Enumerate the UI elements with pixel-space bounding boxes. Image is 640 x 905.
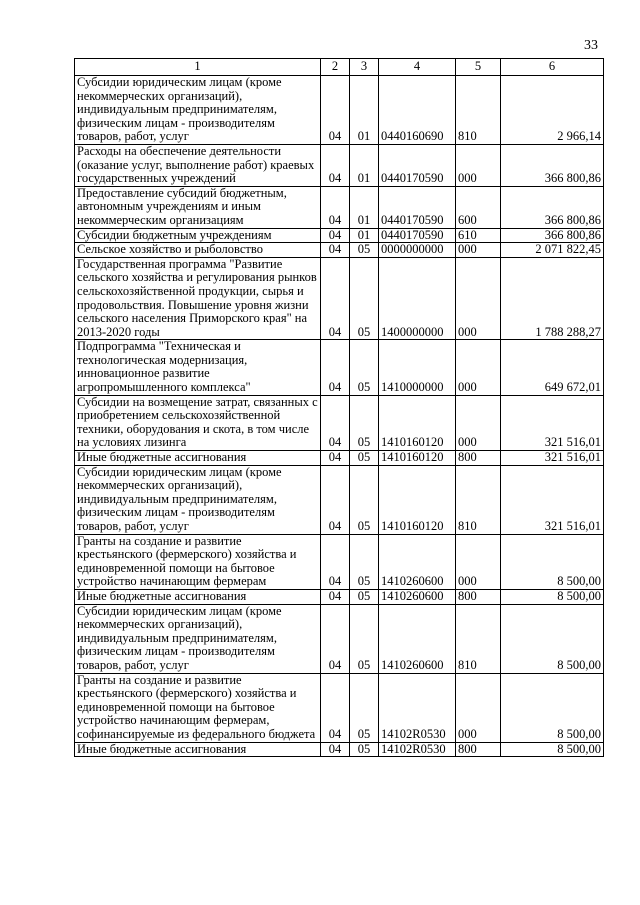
section-code-cell: 04 <box>321 673 350 742</box>
table-body <box>75 76 604 757</box>
expense-name-cell: Субсидии бюджетным учреждениям <box>75 228 321 243</box>
subsection-code-cell: 01 <box>350 144 379 186</box>
subsection-code-cell: 01 <box>350 186 379 228</box>
table-header-row <box>75 59 604 76</box>
table-row <box>75 451 604 466</box>
subsection-code-cell: 05 <box>350 340 379 395</box>
section-code-cell: 04 <box>321 186 350 228</box>
target-article-cell: 14102R0530 <box>379 673 456 742</box>
amount-cell: 8 500,00 <box>501 589 604 604</box>
expense-type-cell: 800 <box>456 589 501 604</box>
expense-type-cell: 810 <box>456 465 501 534</box>
expense-name-cell: Субсидии на возмещение затрат, связанных с приобретением сельскохозяйственной техники, оборудования и скота, в том числе на условиях лизинга <box>75 395 321 450</box>
target-article-cell: 0000000000 <box>379 243 456 258</box>
expense-name-cell: Сельское хозяйство и рыболовство <box>75 243 321 258</box>
target-article-cell: 1410260600 <box>379 534 456 589</box>
section-code-cell: 04 <box>321 340 350 395</box>
expense-name-cell: Государственная программа "Развитие сельского хозяйства и регулирования рынков сельскохозяйственной продукции, сырья и продовольствия. Повышение уровня жизни сельского населения Приморского края" на 2013-2020 годы <box>75 257 321 340</box>
section-code-cell: 04 <box>321 243 350 258</box>
column-header: 3 <box>350 59 379 76</box>
subsection-code-cell: 05 <box>350 589 379 604</box>
subsection-code-cell: 01 <box>350 228 379 243</box>
expense-type-cell: 000 <box>456 243 501 258</box>
amount-cell: 321 516,01 <box>501 451 604 466</box>
amount-cell: 321 516,01 <box>501 465 604 534</box>
expense-name-cell: Субсидии юридическим лицам (кроме некоммерческих организаций), индивидуальным предпринимателям, физическим лицам - производителям товаров, работ, услуг <box>75 76 321 145</box>
column-header: 5 <box>456 59 501 76</box>
table-row <box>75 395 604 450</box>
expense-type-cell: 000 <box>456 340 501 395</box>
page-number: 33 <box>584 38 598 53</box>
expense-type-cell: 810 <box>456 604 501 673</box>
budget-table <box>74 58 604 757</box>
column-header: 1 <box>75 59 321 76</box>
amount-cell: 8 500,00 <box>501 742 604 757</box>
target-article-cell: 0440170590 <box>379 186 456 228</box>
expense-type-cell: 000 <box>456 395 501 450</box>
amount-cell: 649 672,01 <box>501 340 604 395</box>
expense-type-cell: 610 <box>456 228 501 243</box>
expense-type-cell: 000 <box>456 144 501 186</box>
subsection-code-cell: 05 <box>350 465 379 534</box>
target-article-cell: 1410260600 <box>379 604 456 673</box>
expense-name-cell: Иные бюджетные ассигнования <box>75 451 321 466</box>
column-header: 6 <box>501 59 604 76</box>
table-row <box>75 589 604 604</box>
target-article-cell: 14102R0530 <box>379 742 456 757</box>
target-article-cell: 0440160690 <box>379 76 456 145</box>
expense-name-cell: Расходы на обеспечение деятельности (оказание услуг, выполнение работ) краевых государственных учреждений <box>75 144 321 186</box>
amount-cell: 8 500,00 <box>501 604 604 673</box>
target-article-cell: 1400000000 <box>379 257 456 340</box>
subsection-code-cell: 05 <box>350 604 379 673</box>
target-article-cell: 1410160120 <box>379 451 456 466</box>
table-row <box>75 673 604 742</box>
subsection-code-cell: 05 <box>350 395 379 450</box>
expense-type-cell: 000 <box>456 673 501 742</box>
amount-cell: 8 500,00 <box>501 673 604 742</box>
expense-type-cell: 800 <box>456 451 501 466</box>
subsection-code-cell: 05 <box>350 451 379 466</box>
subsection-code-cell: 05 <box>350 257 379 340</box>
subsection-code-cell: 05 <box>350 742 379 757</box>
expense-type-cell: 600 <box>456 186 501 228</box>
subsection-code-cell: 05 <box>350 243 379 258</box>
subsection-code-cell: 05 <box>350 534 379 589</box>
target-article-cell: 1410000000 <box>379 340 456 395</box>
expense-name-cell: Гранты на создание и развитие крестьянского (фермерского) хозяйства и единовременной помощи на бытовое устройство начинающим фермерам, софинансируемые из федерального бюджета <box>75 673 321 742</box>
expense-type-cell: 810 <box>456 76 501 145</box>
target-article-cell: 1410160120 <box>379 465 456 534</box>
section-code-cell: 04 <box>321 76 350 145</box>
expense-name-cell: Гранты на создание и развитие крестьянского (фермерского) хозяйства и единовременной помощи на бытовое устройство начинающим фермерам <box>75 534 321 589</box>
section-code-cell: 04 <box>321 465 350 534</box>
table-row <box>75 257 604 340</box>
amount-cell: 2 966,14 <box>501 76 604 145</box>
section-code-cell: 04 <box>321 395 350 450</box>
column-header: 2 <box>321 59 350 76</box>
table-row <box>75 243 604 258</box>
table-row <box>75 534 604 589</box>
expense-name-cell: Субсидии юридическим лицам (кроме некоммерческих организаций), индивидуальным предпринимателям, физическим лицам - производителям товаров, работ, услуг <box>75 465 321 534</box>
expense-name-cell: Предоставление субсидий бюджетным, автономным учреждениям и иным некоммерческим организациям <box>75 186 321 228</box>
amount-cell: 2 071 822,45 <box>501 243 604 258</box>
expense-name-cell: Иные бюджетные ассигнования <box>75 589 321 604</box>
amount-cell: 366 800,86 <box>501 228 604 243</box>
section-code-cell: 04 <box>321 742 350 757</box>
expense-type-cell: 000 <box>456 534 501 589</box>
section-code-cell: 04 <box>321 604 350 673</box>
table-row <box>75 340 604 395</box>
amount-cell: 366 800,86 <box>501 144 604 186</box>
expense-name-cell: Иные бюджетные ассигнования <box>75 742 321 757</box>
expense-type-cell: 000 <box>456 257 501 340</box>
table-row <box>75 465 604 534</box>
section-code-cell: 04 <box>321 257 350 340</box>
section-code-cell: 04 <box>321 534 350 589</box>
table-row <box>75 742 604 757</box>
target-article-cell: 0440170590 <box>379 228 456 243</box>
subsection-code-cell: 01 <box>350 76 379 145</box>
target-article-cell: 0440170590 <box>379 144 456 186</box>
column-header: 4 <box>379 59 456 76</box>
table-row <box>75 604 604 673</box>
amount-cell: 1 788 288,27 <box>501 257 604 340</box>
target-article-cell: 1410160120 <box>379 395 456 450</box>
table-row <box>75 186 604 228</box>
subsection-code-cell: 05 <box>350 673 379 742</box>
expense-name-cell: Субсидии юридическим лицам (кроме некоммерческих организаций), индивидуальным предпринимателям, физическим лицам - производителям товаров, работ, услуг <box>75 604 321 673</box>
table-row <box>75 228 604 243</box>
amount-cell: 366 800,86 <box>501 186 604 228</box>
target-article-cell: 1410260600 <box>379 589 456 604</box>
expense-type-cell: 800 <box>456 742 501 757</box>
table-row <box>75 144 604 186</box>
amount-cell: 8 500,00 <box>501 534 604 589</box>
expense-name-cell: Подпрограмма "Техническая и технологическая модернизация, инновационное развитие агропромышленного комплекса" <box>75 340 321 395</box>
section-code-cell: 04 <box>321 451 350 466</box>
amount-cell: 321 516,01 <box>501 395 604 450</box>
section-code-cell: 04 <box>321 144 350 186</box>
section-code-cell: 04 <box>321 228 350 243</box>
section-code-cell: 04 <box>321 589 350 604</box>
table-row <box>75 76 604 145</box>
